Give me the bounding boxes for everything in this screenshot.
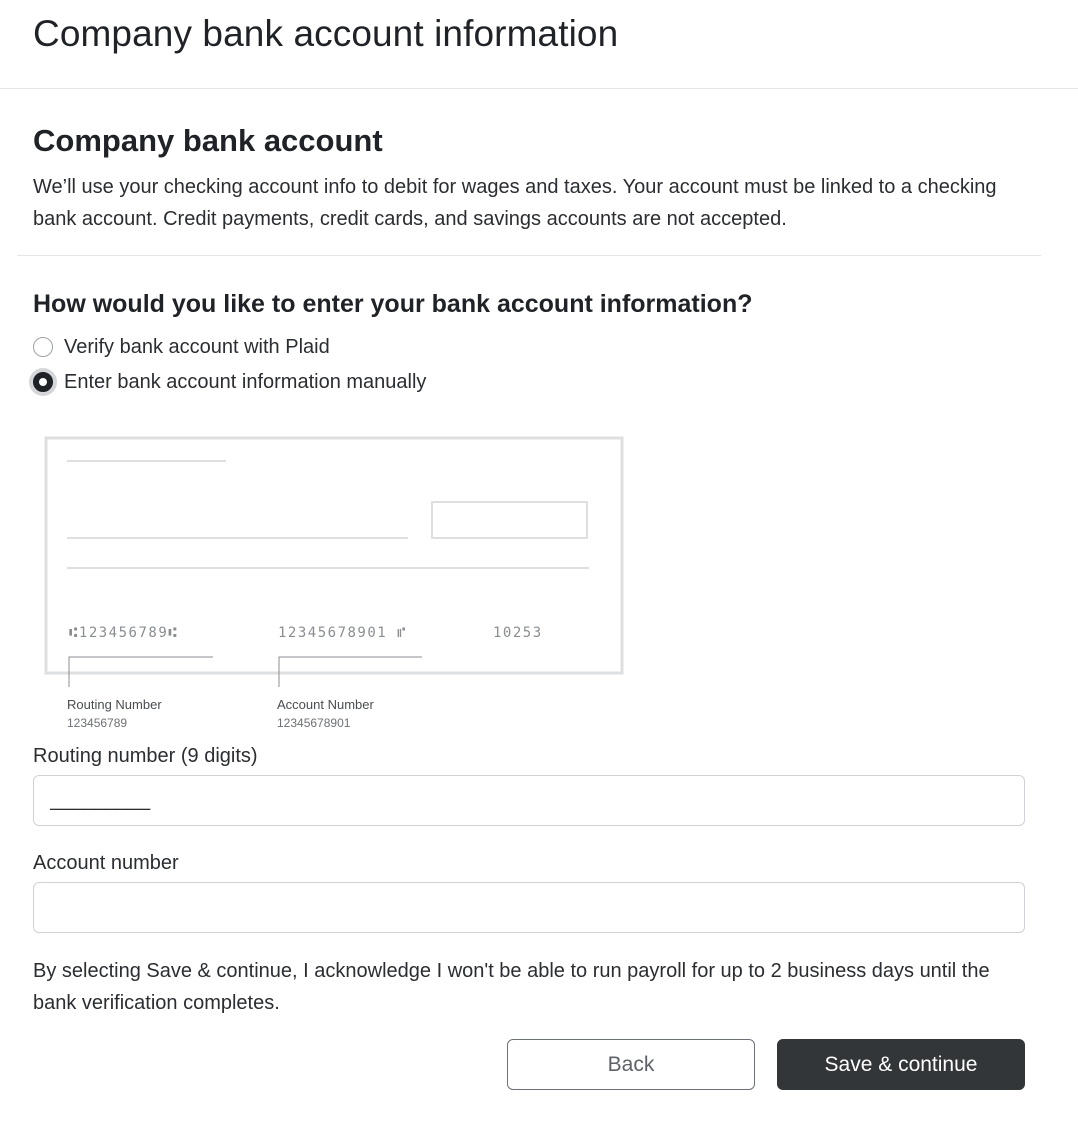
routing-caption: Routing Number — [67, 697, 162, 712]
account-number-input[interactable] — [33, 882, 1025, 933]
acknowledgement-text: By selecting Save & continue, I acknowledge I won't be able to run payroll for up to 2 business days until the bank verification completes. — [33, 960, 990, 1014]
page-title: Company bank account information — [33, 13, 619, 54]
section-divider — [17, 255, 1041, 256]
section-description: We’ll use your checking account info to debit for wages and taxes. Your account must be linked to a checking bank account. Credit payments, credit cards, and savings accounts are not accepted. — [33, 176, 997, 230]
account-number-label: Account number — [33, 852, 179, 874]
radio-button-plaid[interactable] — [33, 337, 53, 357]
entry-method-question: How would you like to enter your bank account information? — [33, 290, 753, 318]
back-button[interactable]: Back — [507, 1039, 755, 1090]
account-example: 12345678901 — [277, 716, 351, 730]
micr-check-number: 10253 — [493, 625, 543, 641]
header-divider — [0, 88, 1078, 89]
radio-option-manual[interactable] — [33, 369, 426, 395]
radio-button-manual[interactable] — [33, 372, 53, 392]
save-continue-button[interactable]: Save & continue — [777, 1039, 1025, 1090]
section-title: Company bank account — [33, 123, 383, 158]
radio-label-manual: Enter bank account information manually — [64, 370, 427, 393]
routing-number-input[interactable] — [33, 775, 1025, 826]
micr-account: 12345678901 ⑈ — [278, 625, 408, 641]
routing-number-label: Routing number (9 digits) — [33, 745, 258, 767]
radio-option-plaid[interactable] — [33, 334, 330, 360]
radio-label-plaid: Verify bank account with Plaid — [64, 335, 330, 358]
check-illustration — [33, 425, 633, 735]
account-caption: Account Number — [277, 697, 374, 712]
routing-example: 123456789 — [67, 716, 128, 730]
micr-routing: ⑆123456789⑆ — [69, 625, 179, 641]
